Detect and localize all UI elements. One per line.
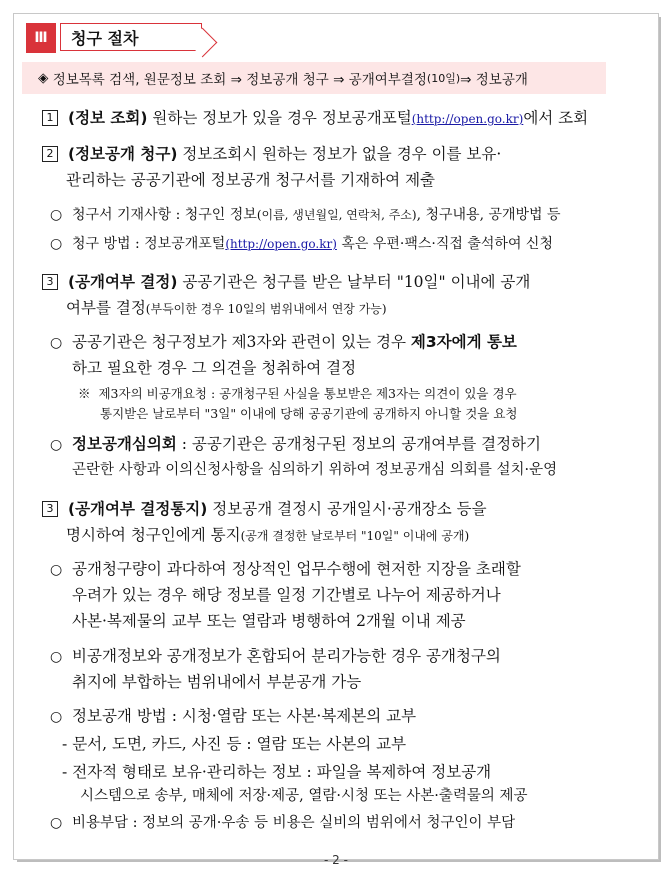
list-item-line2: 우려가 있는 경우 해당 정보를 일정 기간별로 나누어 제공하거나 [72,586,501,604]
item-heading: (정보공개 청구) [68,145,178,163]
list-item: ○ 청구서 기재사항 : 청구인 정보(이름, 생년월일, 연락처, 주소), 청구내용, 공개방법 등 [50,207,561,223]
list-item: ○ 비공개정보와 공개정보가 혼합되어 분리가능한 경우 공개청구의 [50,647,501,665]
page-number: - 2 - [324,853,348,867]
item-heading: (공개여부 결정통지) [68,500,208,518]
item-notification-line2: 명시하여 청구인에게 통지(공개 결정한 날로부터 "10일" 이내에 공개) [66,526,470,544]
item-request-line2: 관리하는 공공기관에 정보공개 청구서를 기재하여 제출 [66,171,436,189]
item-decision-line2: 여부를 결정(부득이한 경우 10일의 범위내에서 연장 가능) [66,299,387,317]
list-item: ○ 공개청구량이 과다하여 정상적인 업무수행에 현저한 지장을 초래할 [50,560,521,578]
item-info-lookup: 1 (정보 조회) 원하는 정보가 있을 경우 정보공개포털(http://open.go.kr)에서 조회 [42,106,588,131]
section-title: 청구 절차 [60,23,202,51]
list-item-line2: 취지에 부합하는 범위내에서 부분공개 가능 [72,673,362,691]
process-summary [22,62,606,94]
item-number-box: 2 [42,146,58,162]
list-item: ○ 공공기관은 청구정보가 제3자와 관련이 있는 경우 제3자에게 통보 [50,333,517,351]
list-item: ○ 정보공개 방법 : 시청·열람 또는 사본·복제본의 교부 [50,707,417,725]
sub-item-line2: 시스템으로 송부, 매체에 저장·제공, 열람·시청 또는 사본·출력물의 제공 [80,788,528,804]
item-decision: 3 (공개여부 결정) 공공기관은 청구를 받은 날부터 "10일" 이내에 공개 [42,270,530,294]
portal-link[interactable]: (http://open.go.kr) [411,112,524,126]
list-item-line2: 하고 필요한 경우 그 의견을 청취하여 결정 [72,359,357,377]
item-number-box: 1 [42,110,58,126]
item-notification: 3 (공개여부 결정통지) 정보공개 결정시 공개일시·공개장소 등을 [42,497,487,521]
portal-link[interactable]: (http://open.go.kr) [225,237,337,251]
sub-item: - 문서, 도면, 카드, 사진 등 : 열람 또는 사본의 교부 [62,735,407,753]
note-line2: 통지받은 날로부터 "3일" 이내에 당해 공공기관에 공개하지 아니할 것을 요청 [100,406,518,421]
list-item: ○ 청구 방법 : 정보공개포털(http://open.go.kr) 혹은 우편·팩스·직접 출석하여 신청 [50,236,553,252]
item-heading: (정보 조회) [68,109,148,127]
item-heading: (공개여부 결정) [68,273,178,291]
process-end: ⇒ 정보공개 [460,72,528,88]
list-item-line2: 곤란한 사항과 이의신청사항을 심의하기 위하여 정보공개심 의회를 설치·운영 [72,462,558,478]
process-text: 정보목록 검색, 원문정보 조회 ⇒ 정보공개 청구 ⇒ 공개여부결정 [52,72,427,88]
item-number-box: 3 [42,501,58,517]
list-item: ○ 비용부담 : 정보의 공개·우송 등 비용은 실비의 범위에서 청구인이 부담 [50,815,516,831]
sub-item: - 전자적 형태로 보유·관리하는 정보 : 파일을 복제하여 정보공개 [62,763,492,781]
section-number: Ⅲ [26,23,56,53]
list-item: ○ 정보공개심의회 : 공공기관은 공개청구된 정보의 공개여부를 결정하기 [50,435,542,453]
item-request: 2 (정보공개 청구) 정보조회시 원하는 정보가 없을 경우 이를 보유· [42,142,501,166]
list-item-line3: 사본·복제물의 교부 또는 열람과 병행하여 2개월 이내 제공 [72,612,466,630]
item-number-box: 3 [42,274,58,290]
process-days: (10일) [426,72,461,85]
note: ※ 제3자의 비공개요청 : 공개청구된 사실을 통보받은 제3자는 의견이 있을 경우 [78,386,517,401]
diamond-bullet-icon: ◈ [38,70,49,86]
